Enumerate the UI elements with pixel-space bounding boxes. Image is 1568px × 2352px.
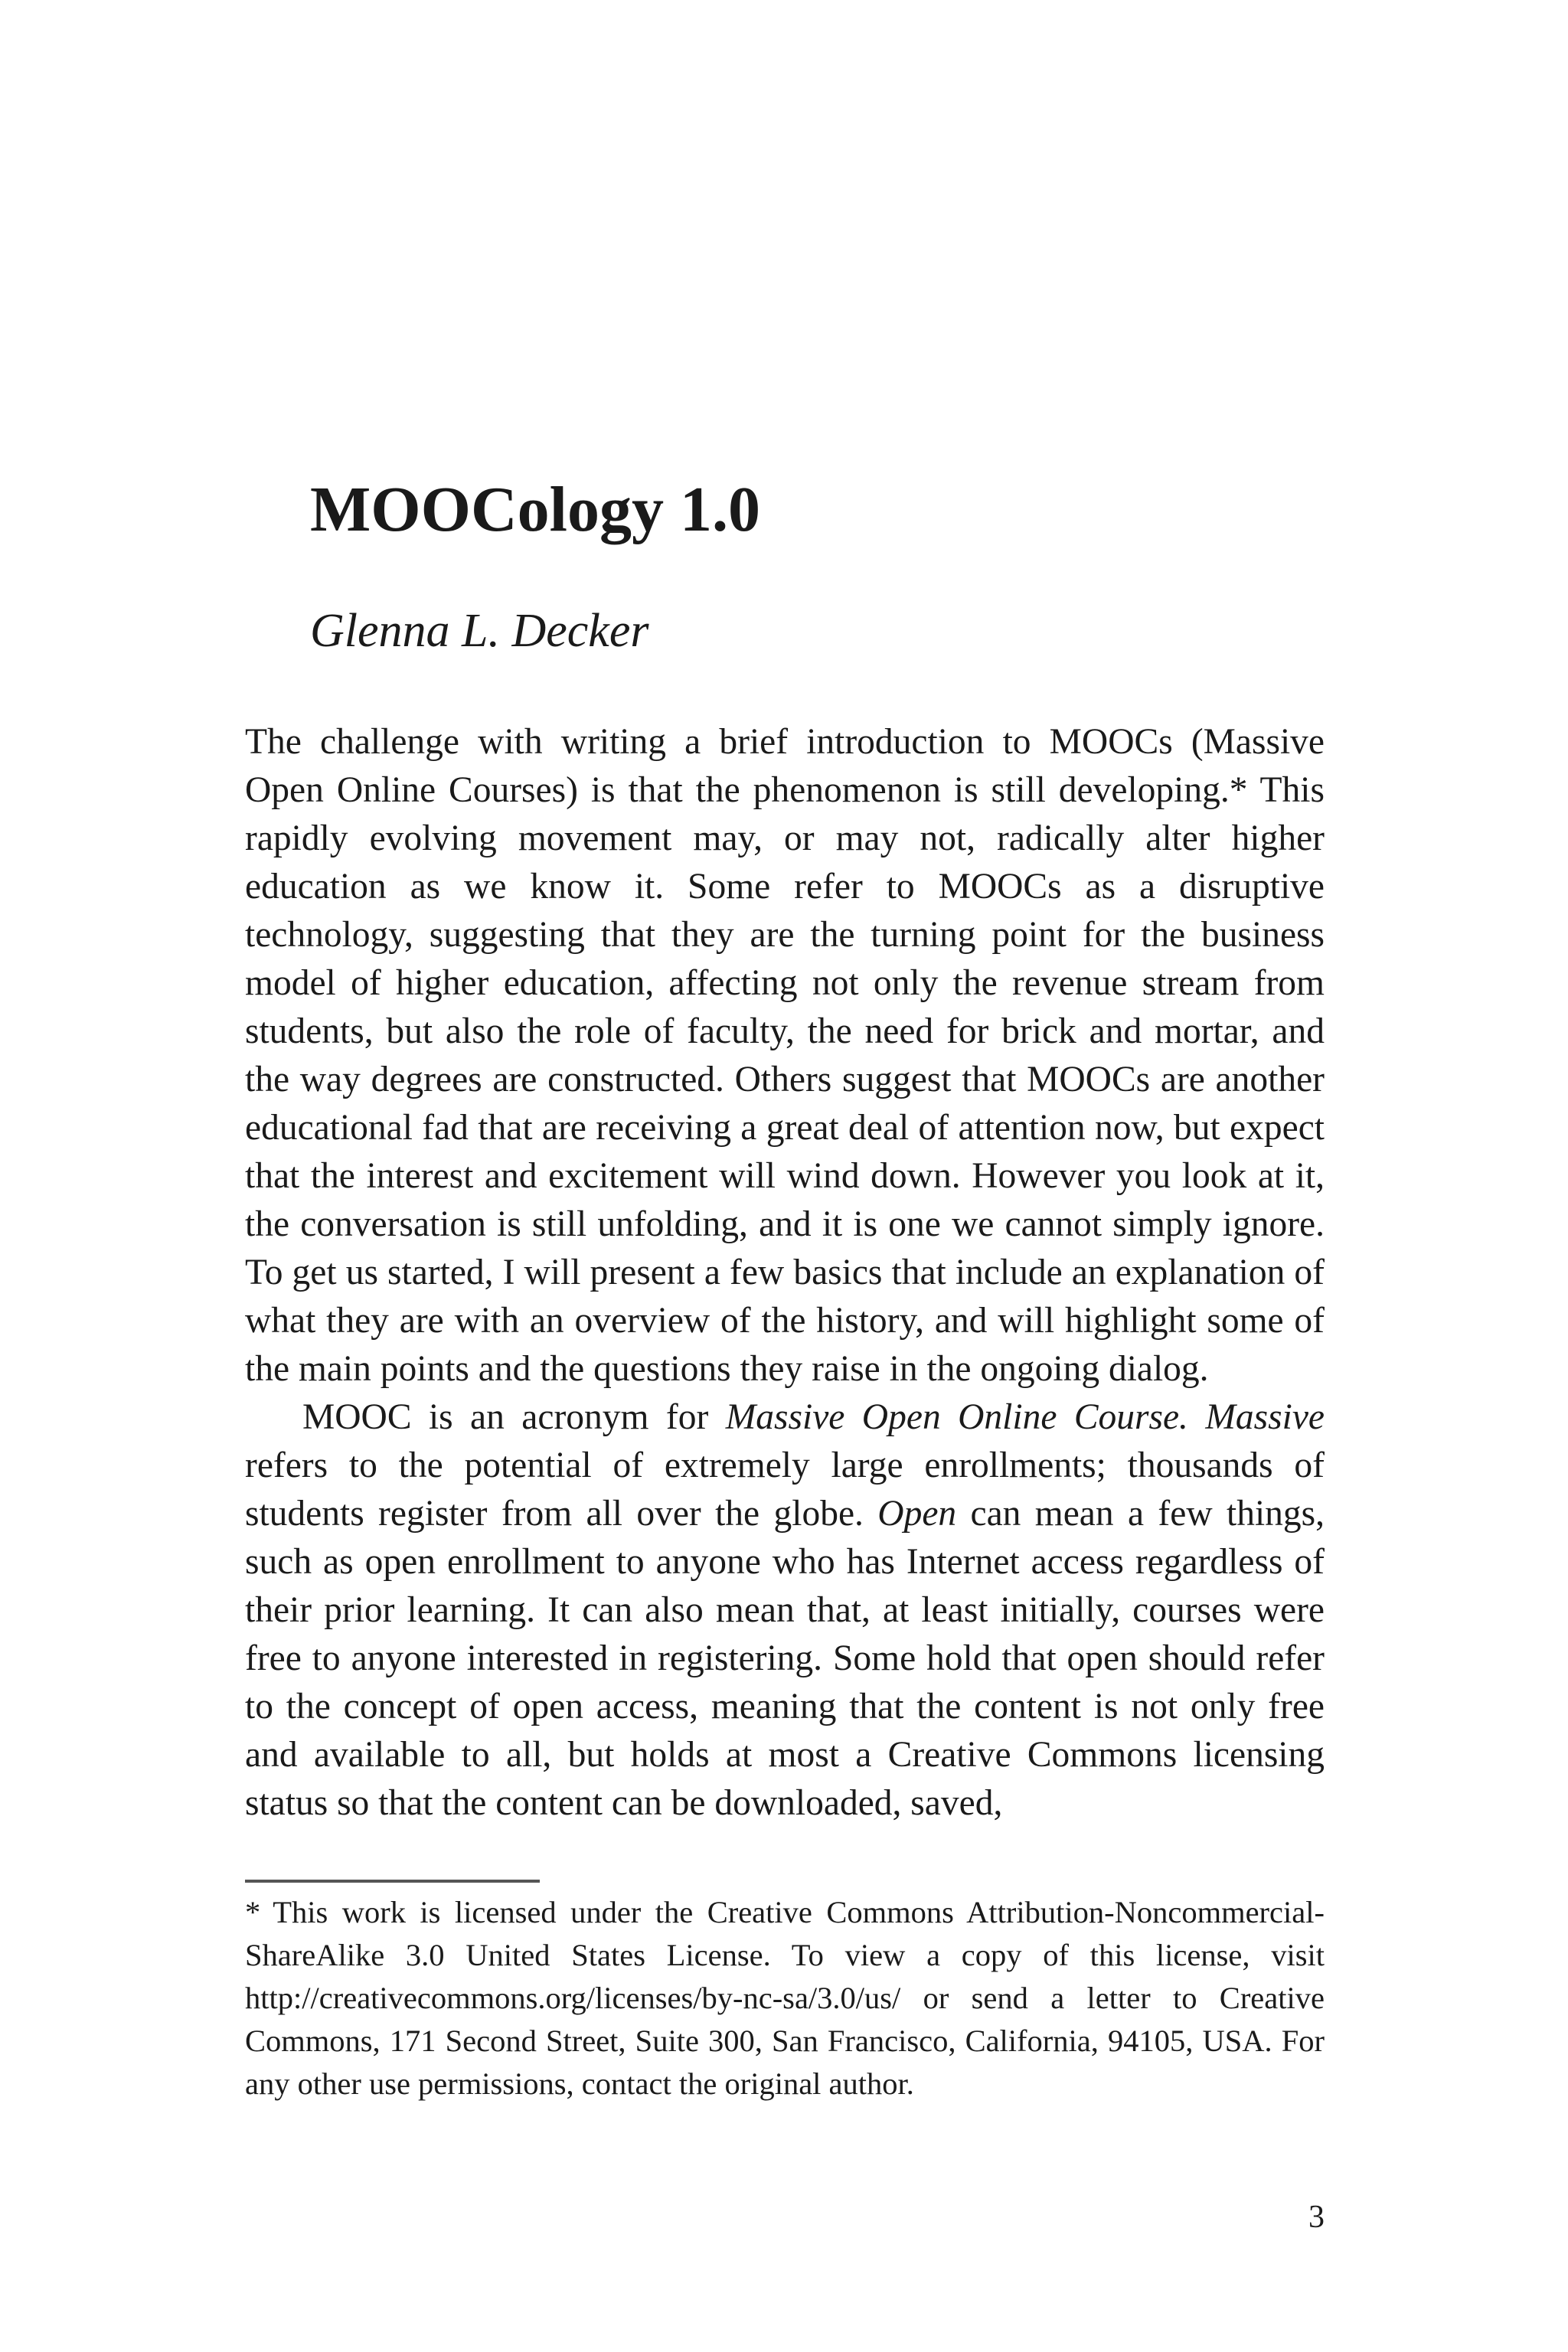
page-number: 3 — [1308, 2200, 1325, 2235]
footnote-divider — [245, 1880, 540, 1883]
paragraph-2-text-2: refers to the potential of extremely large enrollments; thousands of students register from all over the globe. — [245, 1446, 1325, 1534]
paragraph-2-text-3: can mean a few things, such as open enrollment to anyone who has Internet access regardless of their prior learning. It can also mean that, at least initially, courses were free to anyone interested in registering. Some hold that open should refer to the concept of open access, meaning that the content is not only free and available to all, but holds at most a Creative Commons licensing status so that the content can be downloaded, saved, — [245, 1494, 1325, 1823]
footnote — [245, 1891, 1325, 2105]
chapter-author: Glenna L. Decker — [310, 605, 649, 657]
body-paragraph-1: The challenge with writing a brief introduction to MOOCs (Massive Open Online Courses) is that the phenomenon is still developing.* This rapidly evolving movement may, or may not, radically alter higher education as we know it. Some refer to MOOCs as a disruptive technology, suggesting that they are the turning point for the business model of higher education, affecting not only the revenue stream from students, but also the role of faculty, the need for brick and mortar, and the way degrees are constructed. Others suggest that MOOCs are another educational fad that are receiving a great deal of attention now, but expect that the interest and excitement will wind down. However you look at it, the conversation is still unfolding, and it is one we cannot simply ignore. To get us started, I will present a few basics that include an explanation of what they are with an overview of the history, and will highlight some of the main points and the questions they raise in the ongoing dialog. — [245, 722, 1325, 1389]
paragraph-2-emphasis-1: Massive Open Online Course. Massive — [725, 1397, 1325, 1437]
chapter-body — [245, 718, 1325, 1828]
footnote-text: This work is licensed under the Creative Commons Attribution-Noncommercial-ShareAlike 3.0 United States License. To view a copy of this license, visit http://creativecommons.org/licenses/by-nc-sa/3.0/us/ or send a letter to Creative Commons, 171 Second Street, Suite 300, San Francisco, California, 94105, USA. For any other use permissions, contact the original author. — [245, 1895, 1325, 2101]
body-paragraph-2 — [245, 1393, 1325, 1828]
paragraph-2-text-1: MOOC is an acronym for — [302, 1397, 726, 1437]
footnote-mark: * — [245, 1895, 261, 1929]
paragraph-2-emphasis-2: Open — [877, 1494, 957, 1534]
chapter-title: MOOCology 1.0 — [310, 474, 760, 545]
